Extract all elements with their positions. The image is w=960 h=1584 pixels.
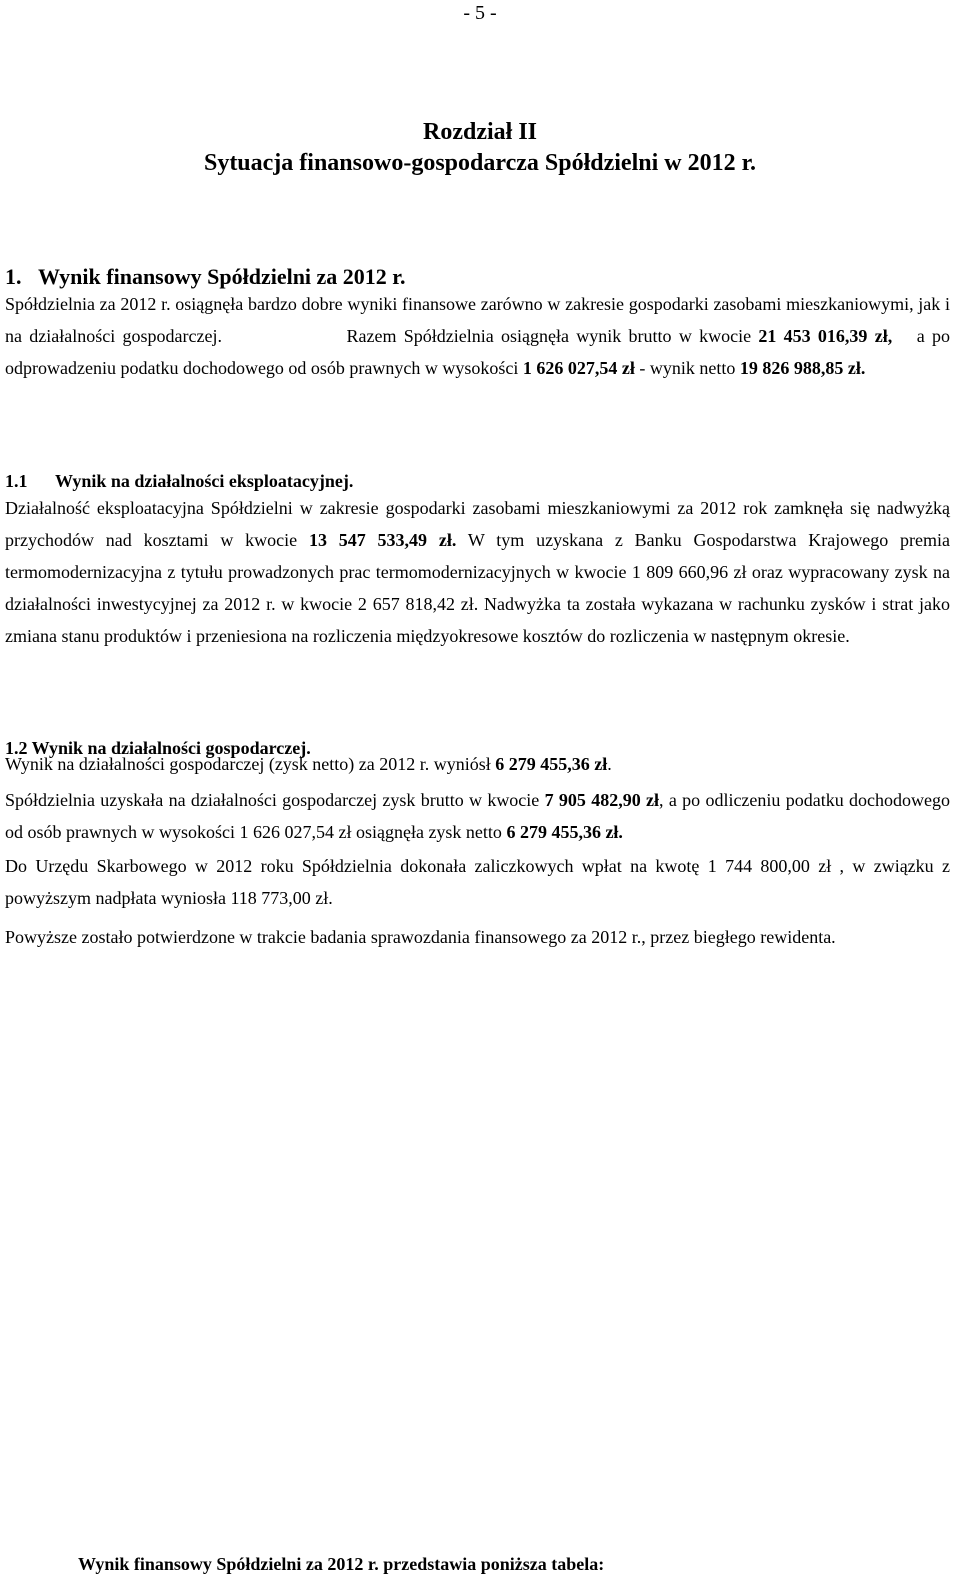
para3-net-amount: 6 279 455,36 zł (495, 754, 608, 774)
para1-text-1: Spółdzielnia za 2012 r. osiągnęła bardzo dobre wyniki finansowe zarówno w zakresie gospodarki zasobami mieszkaniowymi, jak i na działalności gospodarczej. (5, 294, 950, 346)
paragraph-audit-confirmation: Powyższe zostało potwierdzone w trakcie badania sprawozdania finansowego za 2012 r., przez biegłego rewidenta. (5, 927, 836, 947)
paragraph-overall-result (5, 288, 950, 384)
paragraph-tax-advances: Do Urzędu Skarbowego w 2012 roku Spółdzielnia dokonała zaliczkowych wpłat na kwotę 1 744 800,00 zł , w związku z powyższym nadpłata wyniosła 118 773,00 zł. (5, 856, 950, 908)
para3-text-1: Wynik na działalności gospodarczej (zysk netto) za 2012 r. wyniósł (5, 754, 491, 774)
section-1-2-heading: 1.2 Wynik na działalności gospodarczej. (5, 738, 311, 758)
table-intro-heading: Wynik finansowy Spółdzielni za 2012 r. przedstawia poniższa tabela: (78, 1554, 605, 1574)
section-1-number: 1. (5, 264, 22, 289)
paragraph-operating-result (5, 492, 950, 652)
para4-text-1: Spółdzielnia uzyskała na działalności gospodarczej zysk brutto w kwocie (5, 790, 545, 810)
para1-gross-amount: 21 453 016,39 zł, (758, 326, 893, 346)
para4-text-2: , a po odliczeniu podatku dochodowego od osób prawnych w wysokości 1 626 027,54 zł osiągnęła zysk netto (5, 790, 950, 842)
para3-text-2: . (607, 754, 612, 774)
para1-tax-amount: 1 626 027,54 zł (522, 358, 635, 378)
section-1-title: Wynik finansowy Spółdzielni za 2012 r. (38, 264, 406, 289)
chapter-subtitle: Sytuacja finansowo-gospodarcza Spółdzielni w 2012 r. (203, 150, 757, 176)
chapter-title: Rozdział II (423, 119, 537, 145)
section-1-1-title: Wynik na działalności eksploatacyjnej. (55, 471, 354, 491)
para1-text-3: a po odprowadzeniu podatku dochodowego od osób prawnych w wysokości (5, 326, 951, 378)
section-1-1-number: 1.1 (5, 471, 28, 491)
para4-gross-amount: 7 905 482,90 zł (544, 790, 660, 810)
section-1-1-heading (5, 467, 353, 495)
para1-net-amount: 19 826 988,85 zł. (739, 358, 866, 378)
para2-text-1: Działalność eksploatacyjna Spółdzielni w zakresie gospodarki zasobami mieszkaniowymi za 2012 rok zamknęła się nadwyżką przychodów nad kosztami w kwocie (5, 498, 950, 550)
para2-text-2: W tym uzyskana z Banku Gospodarstwa Krajowego premia termomodernizacyjna z tytułu prowadzonych prac termomodernizacyjnych w kwocie 1 809 660,96 zł oraz wypracowany zysk na działalności inwestycyjnej za 2012 r. w kwocie 2 657 818,42 zł. Nadwyżka ta została wykazana w rachunku zysków i strat jako zmiana stanu produktów i przeniesiona na rozliczenia międzyokresowe kosztów do rozliczenia w następnym okresie. (5, 530, 950, 646)
para2-surplus-amount: 13 547 533,49 zł. (308, 530, 457, 550)
section-1-heading (5, 263, 406, 291)
para1-text-2: Razem Spółdzielnia osiągnęła wynik brutto w kwocie (346, 326, 752, 346)
para4-net-amount: 6 279 455,36 zł. (506, 822, 623, 842)
para1-text-4: - wynik netto (639, 358, 736, 378)
paragraph-business-net-result (5, 748, 950, 780)
page-number: - 5 - (463, 2, 497, 24)
paragraph-business-gross-result (5, 784, 950, 848)
